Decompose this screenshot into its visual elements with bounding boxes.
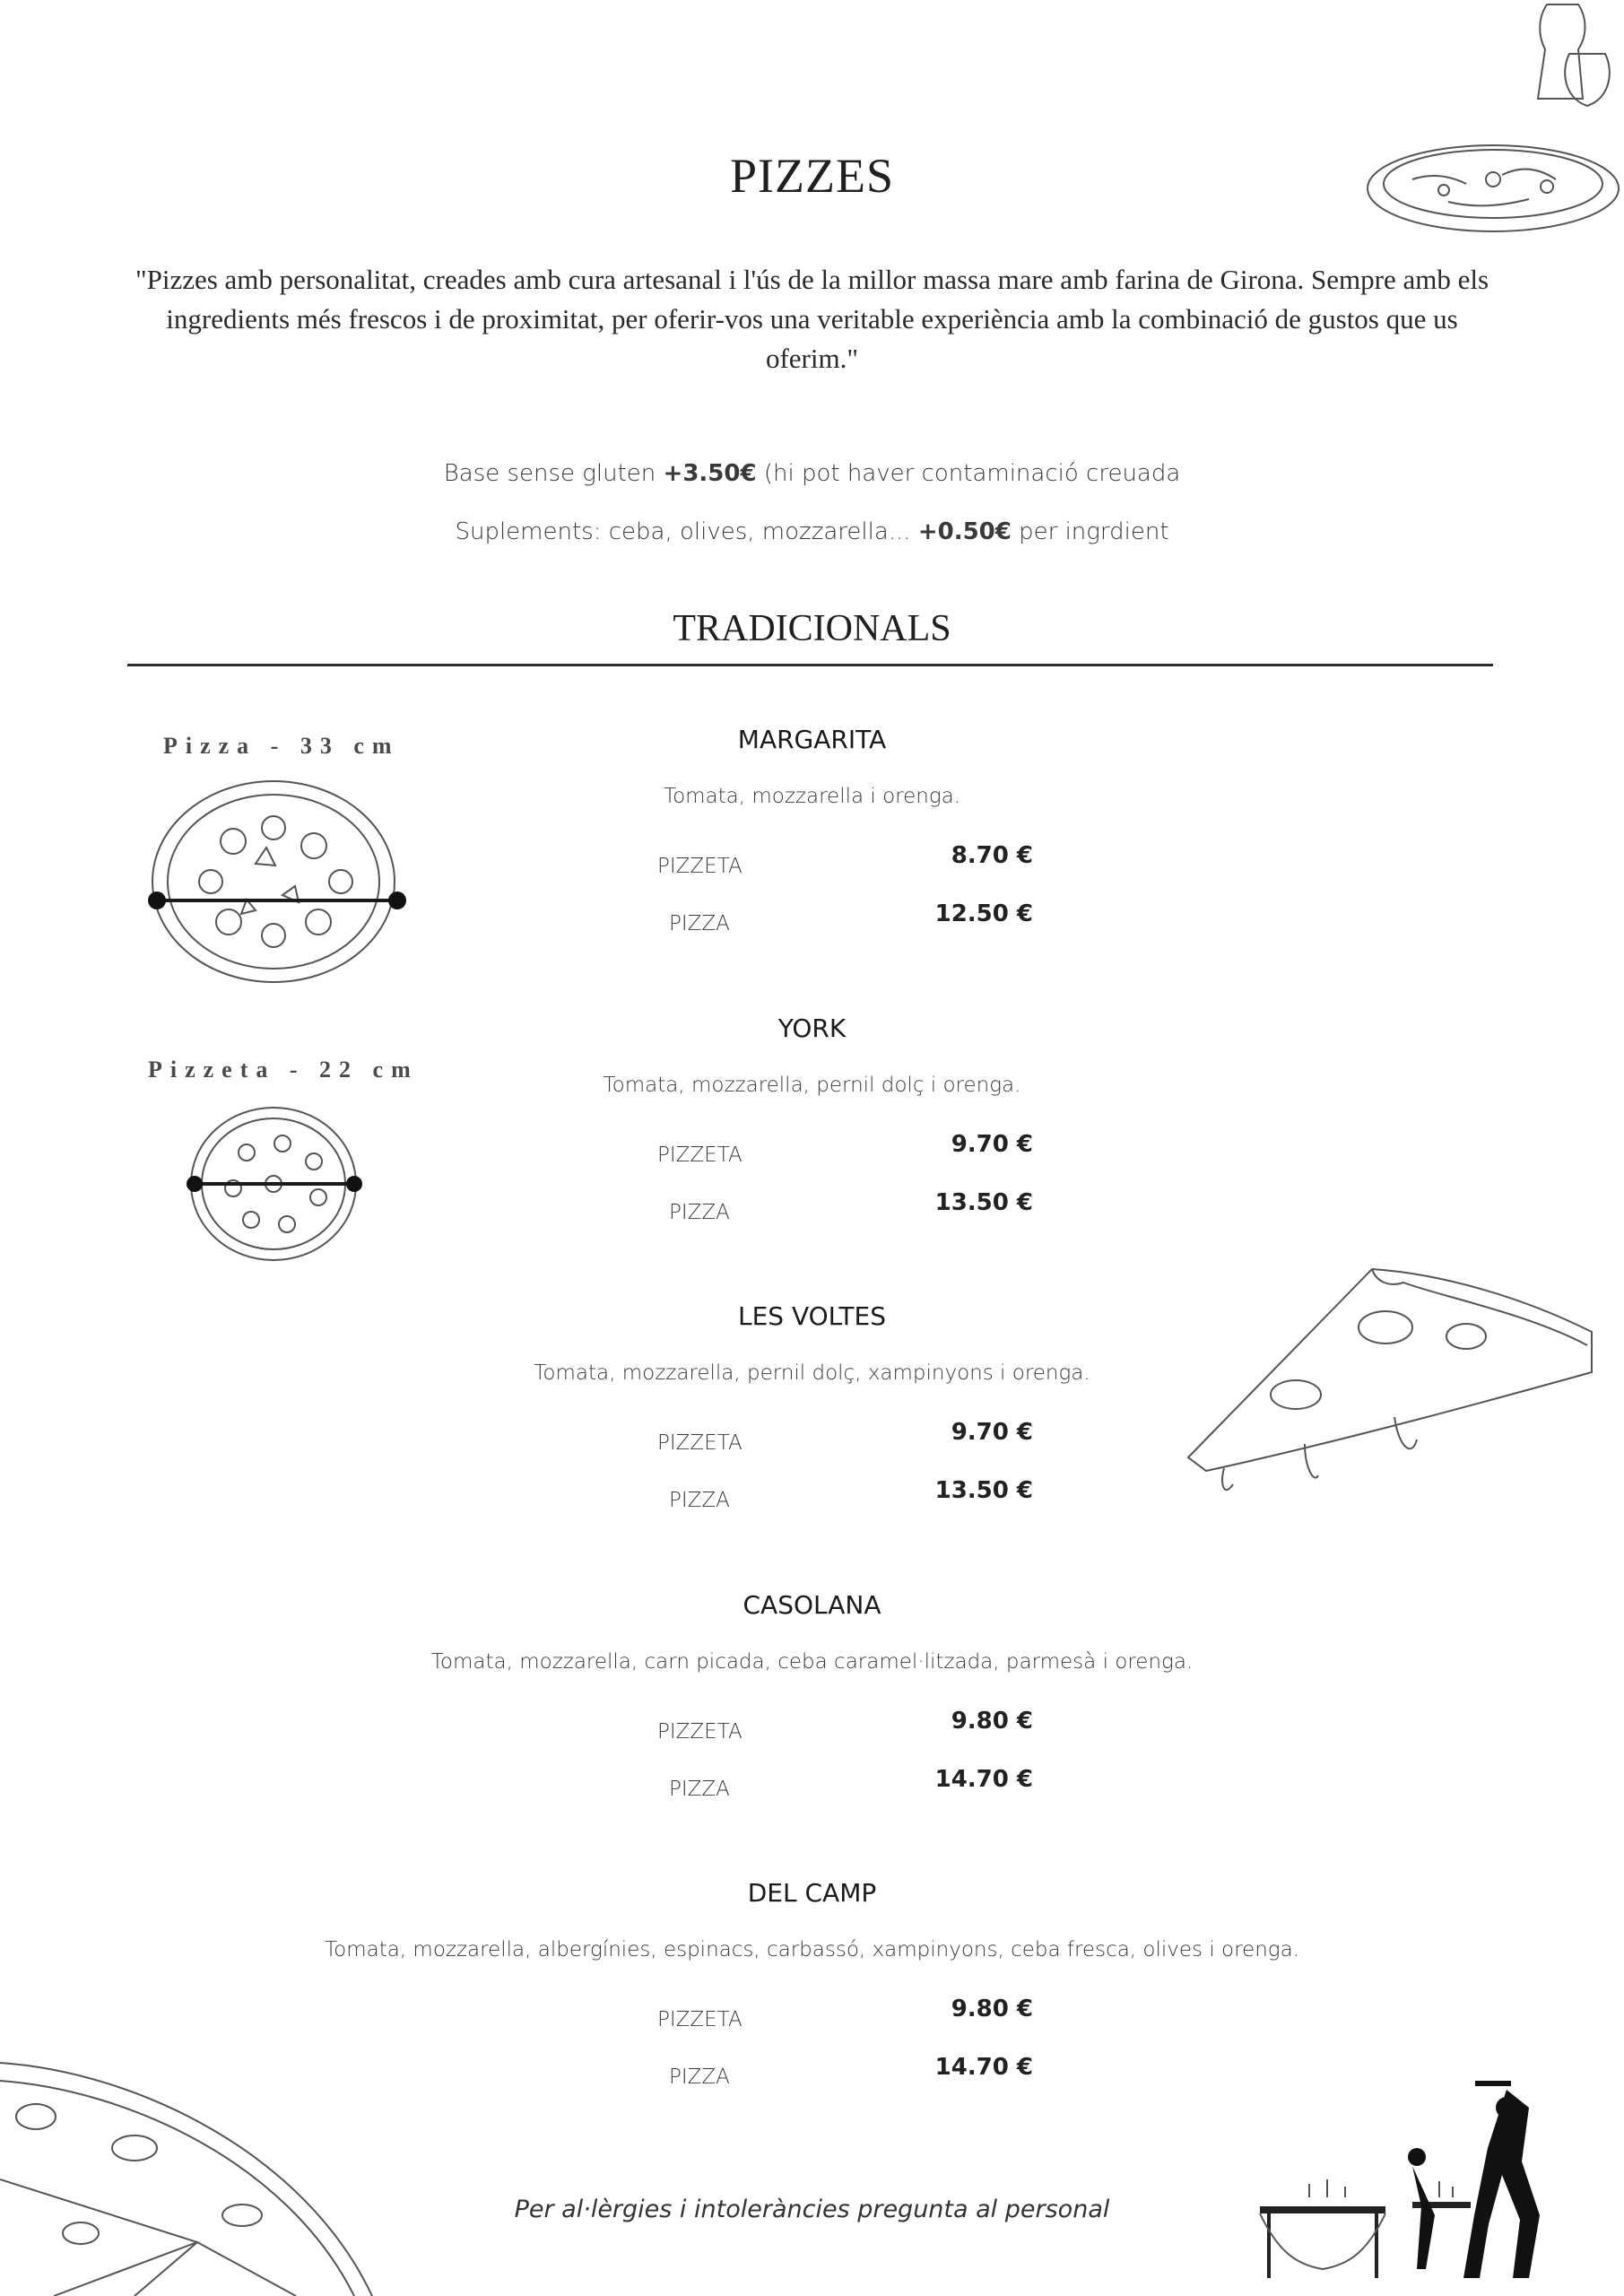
pizzeta-price: 9.80 €	[951, 1996, 1033, 2022]
supplements-note-price: +0.50€	[917, 518, 1012, 545]
pizza-price: 14.70 €	[934, 2054, 1033, 2081]
pizza-size-name: PIZZA	[669, 1777, 730, 1801]
pizzeta-price: 9.70 €	[951, 1419, 1033, 1446]
menu-item-name: DEL CAMP	[747, 1878, 877, 1908]
supplements-note	[0, 518, 1624, 545]
gluten-note-text: Base sense gluten	[443, 460, 664, 487]
pizza-size-name: PIZZA	[669, 912, 730, 935]
pizzeta-size-name: PIZZETA	[657, 1431, 743, 1455]
supplements-note-detail: per ingrdient	[1011, 518, 1169, 545]
pizzeta-22cm-diagram	[184, 1103, 363, 1265]
gluten-free-note	[0, 460, 1624, 487]
menu-item-description: Tomata, mozzarella, pernil dolç i orenga.	[603, 1073, 1021, 1097]
gluten-note-detail: (hi pot haver contaminació creuada	[756, 460, 1181, 487]
menu-item-name: MARGARITA	[737, 725, 887, 754]
pizza-price: 13.50 €	[934, 1188, 1033, 1216]
pizza-slice-illustration	[1170, 1260, 1601, 1502]
pizzeta-price: 9.70 €	[951, 1130, 1033, 1158]
section-title: TRADICIONALS	[673, 608, 951, 649]
pizzeta-price: 9.80 €	[951, 1707, 1033, 1735]
pizza-wine-illustration	[1359, 0, 1624, 242]
gluten-note-price: +3.50€	[663, 460, 757, 487]
pizzeta-price: 8.70 €	[951, 842, 1033, 869]
section-divider	[127, 664, 1493, 666]
pizza-price: 12.50 €	[934, 900, 1033, 927]
pizza-size-name: PIZZA	[669, 1489, 730, 1512]
pizzeta-size-name: PIZZETA	[657, 2008, 743, 2031]
pizzeta-size-label: Pizzeta - 22 cm	[148, 1057, 419, 1083]
pizzeta-size-name: PIZZETA	[657, 855, 743, 878]
pizzeta-size-name: PIZZETA	[657, 1719, 743, 1744]
menu-item-description: Tomata, mozzarella, carn picada, ceba caramel·litzada, parmesà i orenga.	[430, 1649, 1194, 1674]
pizzeta-size-name: PIZZETA	[657, 1143, 743, 1167]
menu-item-description: Tomata, mozzarella, albergínies, espinacs, carbassó, xampinyons, ceba fresca, olives i orenga.	[324, 1938, 1299, 1961]
pizza-price: 13.50 €	[934, 1477, 1033, 1504]
pizza-corner-illustration	[0, 2063, 377, 2296]
waiter-restaurant-illustration	[1260, 2072, 1583, 2287]
menu-item-name: CASOLANA	[743, 1589, 881, 1620]
menu-item-description: Tomata, mozzarella, pernil dolç, xampinyons i orenga.	[534, 1361, 1090, 1385]
allergy-footer-note: Per al·lèrgies i intoleràncies pregunta al personal	[514, 2196, 1110, 2223]
supplements-note-text: Suplements: ceba, olives, mozzarella...	[455, 518, 918, 545]
pizza-33cm-diagram	[148, 778, 408, 985]
intro-paragraph: "Pizzes amb personalitat, creades amb cura artesanal i l'ús de la millor massa mare amb farina de Girona. Sempre amb els ingredients més frescos i de proximitat, per oferir-vos una veritable experiència amb la combinació de gustos que us oferim."	[135, 264, 1489, 374]
menu-item-name: LES VOLTES	[738, 1301, 886, 1331]
pizza-size-name: PIZZA	[669, 1200, 730, 1224]
pizza-size-name: PIZZA	[669, 2066, 730, 2089]
menu-item-description: Tomata, mozzarella i orenga.	[663, 785, 961, 808]
pizza-size-label: Pizza - 33 cm	[163, 733, 400, 759]
menu-item-name: YORK	[777, 1013, 847, 1043]
page-title: PIZZES	[729, 149, 894, 203]
pizza-price: 14.70 €	[934, 1765, 1033, 1793]
